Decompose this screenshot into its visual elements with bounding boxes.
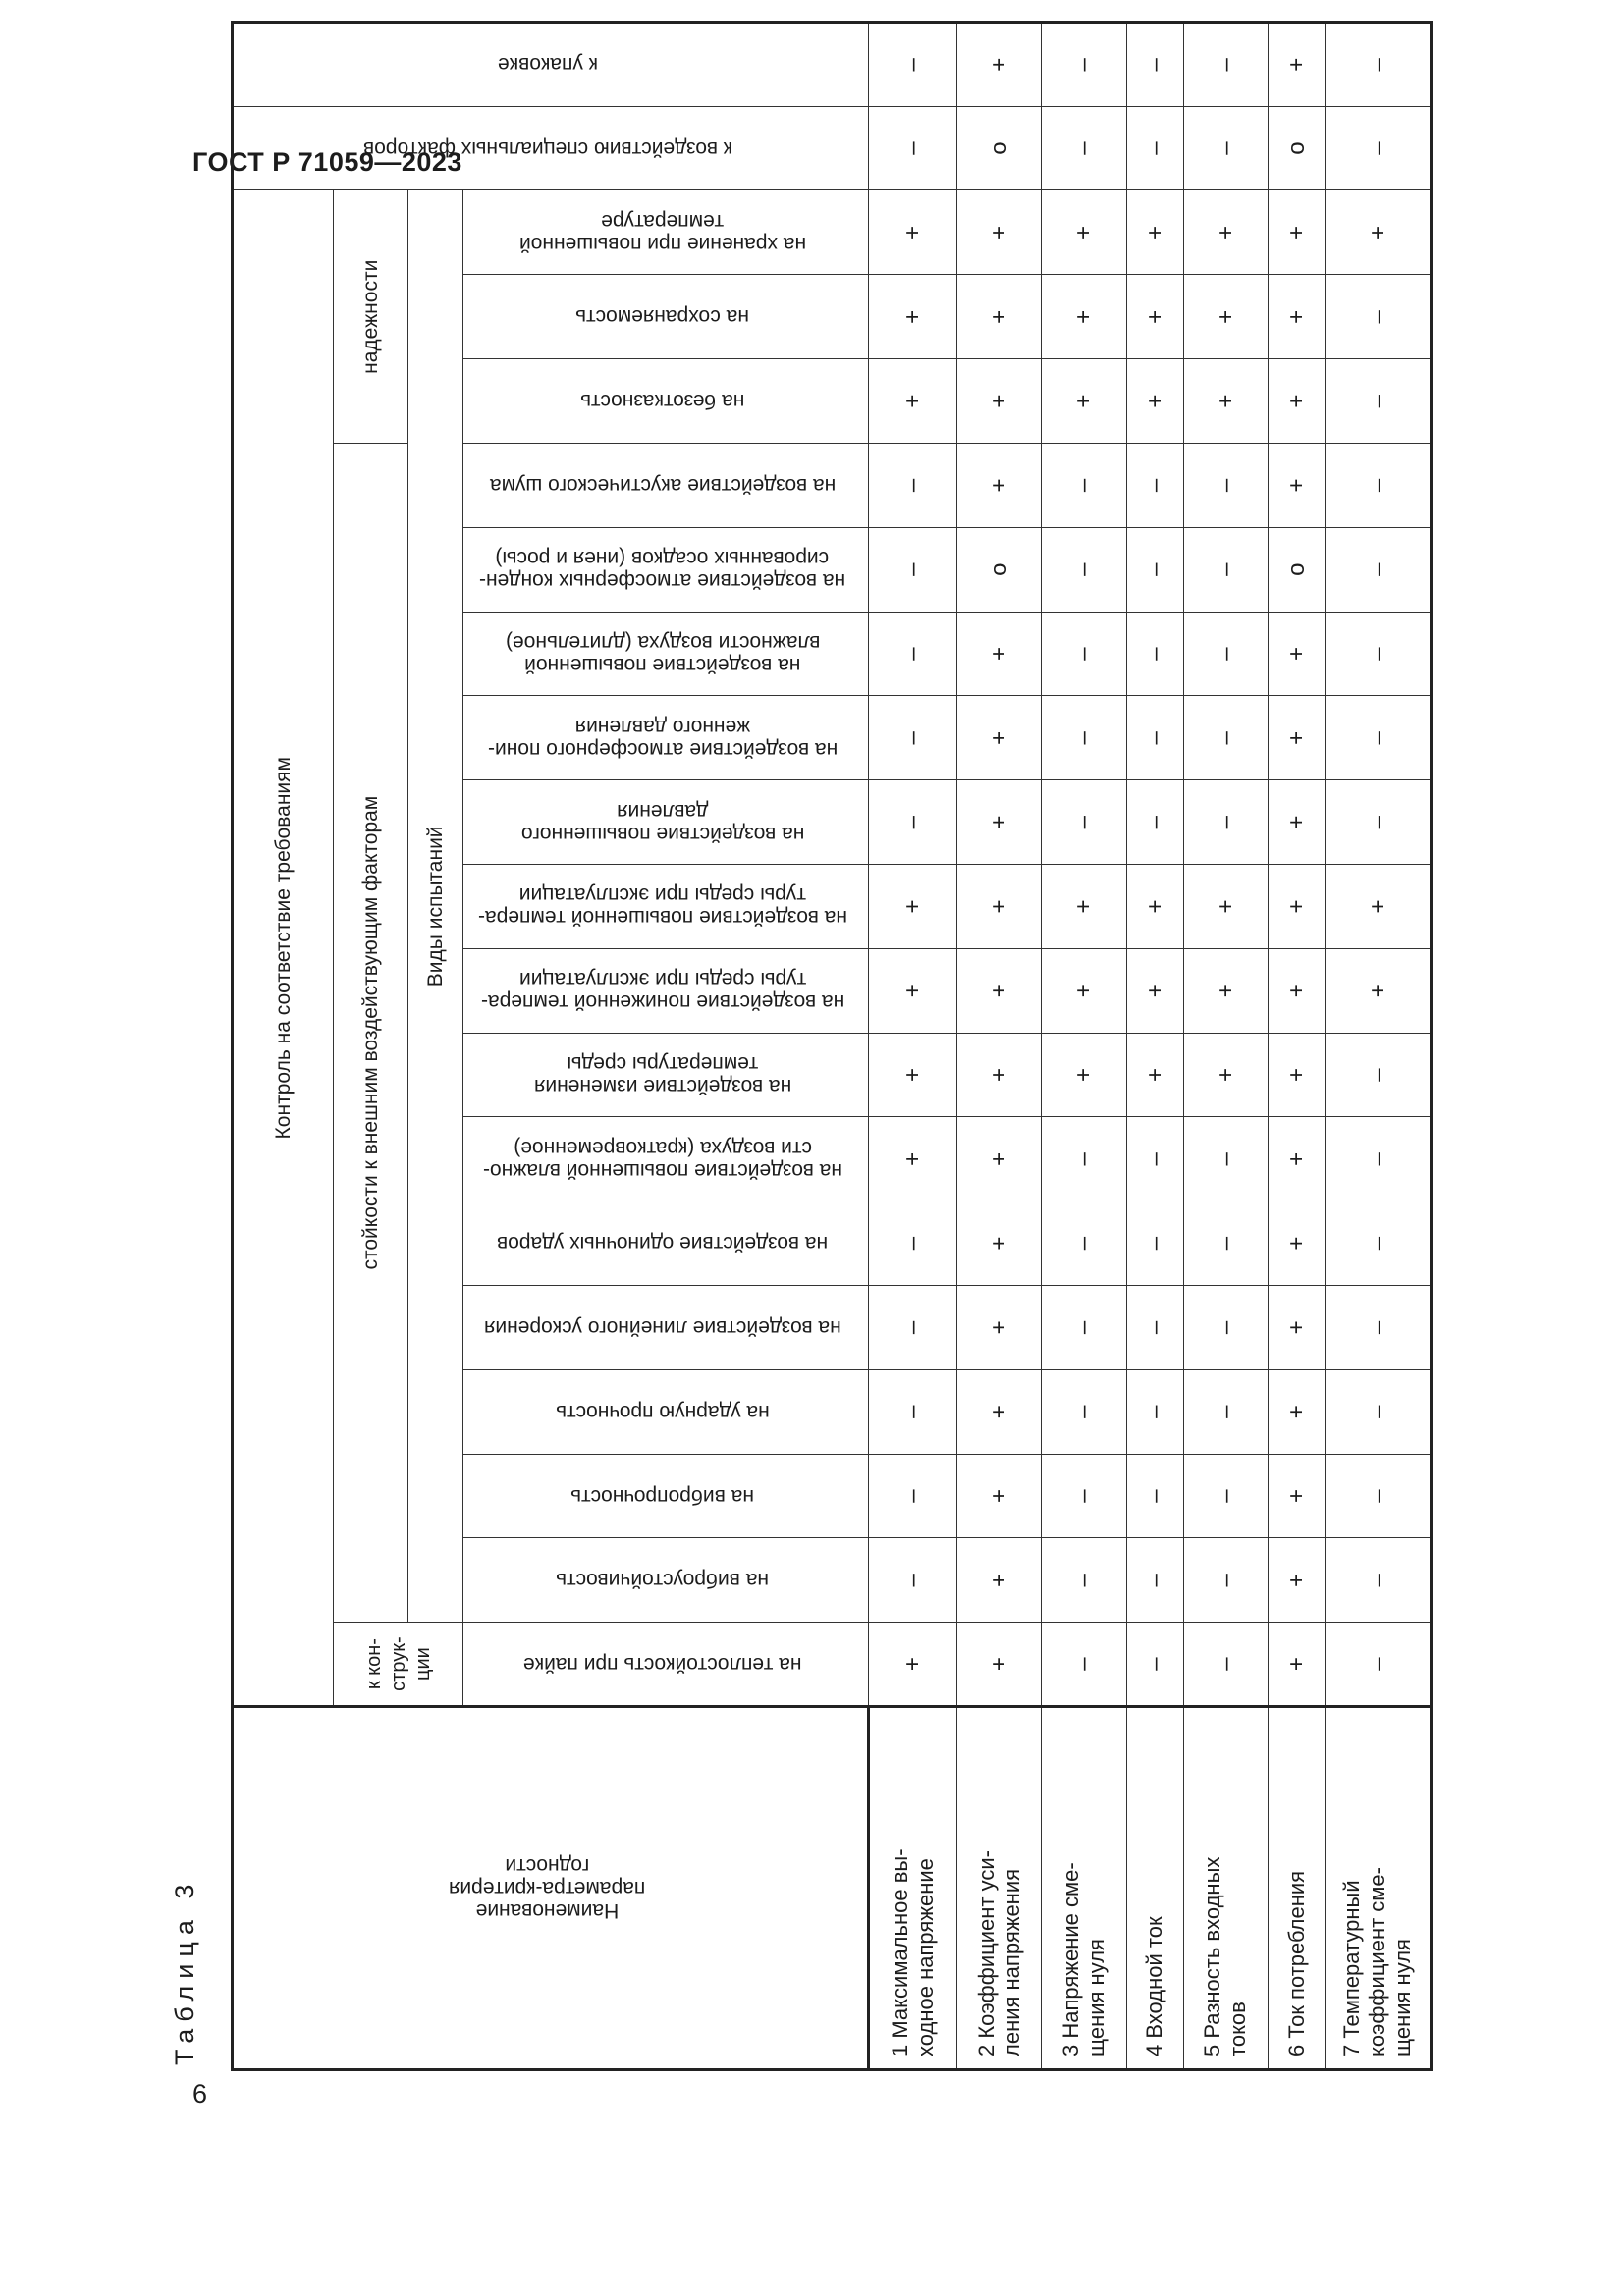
parameter-name (1326, 1707, 1432, 2070)
table-cell: – (1183, 1117, 1268, 1201)
table-cell: + (1268, 275, 1325, 359)
parameter-name (1042, 1707, 1126, 2070)
test-header-text: на вибропрочность (570, 1484, 755, 1508)
table-cell: – (1183, 780, 1268, 865)
test-header-text: на воздействие одиночных ударов (497, 1232, 829, 1255)
table-cell: + (957, 948, 1042, 1033)
table-cell: – (1183, 612, 1268, 696)
parameter-name-text: 7 Температурный коэффициент сме- щения нуля (1339, 1867, 1416, 2056)
table-cell: – (1326, 527, 1432, 612)
table-cell: – (868, 1454, 957, 1538)
test-header-text: на теплостойкость при пайке (523, 1652, 802, 1676)
test-header (462, 1369, 868, 1454)
table-cell: – (1042, 527, 1126, 612)
table-cell: – (1183, 1538, 1268, 1623)
table-cell: + (1183, 275, 1268, 359)
table-cell: + (957, 1538, 1042, 1623)
test-header-text: на сохраняемость (575, 305, 750, 329)
test-header-text: на воздействие атмосферных конден- сированных осадков (инея и росы) (479, 547, 846, 593)
table-cell: + (957, 1369, 1042, 1454)
test-header (462, 865, 868, 949)
table-cell: – (1126, 106, 1183, 190)
table-cell: + (1042, 865, 1126, 949)
test-header-text: на воздействие изменения температуры среды (533, 1052, 791, 1098)
table-cell: + (868, 865, 957, 949)
table-cell: – (868, 1201, 957, 1286)
table-cell: – (1042, 696, 1126, 780)
group-reliability (334, 190, 407, 444)
test-header-text: на воздействие повышенной влажно- сти воздуха (кратковременное) (482, 1136, 842, 1182)
table-cell: + (1183, 190, 1268, 275)
table-cell: + (1268, 948, 1325, 1033)
table-cell: + (1268, 444, 1325, 528)
table-cell: – (1326, 1286, 1432, 1370)
table-cell: – (1183, 106, 1268, 190)
table-cell: – (1126, 1538, 1183, 1623)
table-row (868, 22, 957, 2069)
test-header-text: к воздействию специальных факторов (362, 136, 732, 160)
test-header (462, 275, 868, 359)
table-cell: + (1326, 948, 1432, 1033)
test-header (462, 444, 868, 528)
parameter-name-text: 2 Коэффициент уси- ления напряжения (973, 1850, 1024, 2056)
table-cell: + (957, 359, 1042, 444)
test-header (462, 948, 868, 1033)
test-header-text: на воздействие повышенного давления (520, 799, 804, 845)
table-cell: + (957, 1033, 1042, 1117)
table-cell: – (868, 1538, 957, 1623)
table-cell: + (957, 444, 1042, 528)
test-header (462, 696, 868, 780)
parameter-name-text: 3 Напряжение сме- щения нуля (1057, 1862, 1109, 2056)
test-header (233, 22, 869, 106)
table-cell: + (1126, 1033, 1183, 1117)
table-cell: + (1042, 1033, 1126, 1117)
test-header-text: на воздействие пониженной темпера- туры среды при эксплуатации (480, 968, 844, 1014)
table-cell: + (1326, 190, 1432, 275)
test-header (462, 1117, 868, 1201)
table-row (1268, 22, 1325, 2069)
table-row (1126, 22, 1183, 2069)
test-header-text: к упаковке (497, 53, 598, 77)
corner-header-text: Наименование параметра-критерия годности (449, 1854, 646, 1922)
table-cell: – (868, 780, 957, 865)
table-cell: – (1126, 1286, 1183, 1370)
table-cell: + (1042, 948, 1126, 1033)
table-cell: – (868, 444, 957, 528)
table-cell: – (1126, 1369, 1183, 1454)
page-number: 6 (192, 2079, 208, 2109)
table-cell: – (1126, 22, 1183, 106)
top-header-text: Контроль на соответствие требованиям (272, 757, 296, 1140)
table-cell: + (1042, 190, 1126, 275)
table-cell: – (1042, 1369, 1126, 1454)
table-row (957, 22, 1042, 2069)
group-resistance-text: стойкости к внешним воздействующим факторам (359, 795, 383, 1270)
parameter-name (1268, 1707, 1325, 2070)
group-reliability-text: надежности (359, 259, 383, 374)
table-cell: + (1126, 865, 1183, 949)
table-cell: – (1326, 444, 1432, 528)
table-cell: – (1326, 780, 1432, 865)
table-cell: + (1268, 780, 1325, 865)
table-cell: + (1268, 1369, 1325, 1454)
table-cell: – (1326, 1454, 1432, 1538)
table-cell: + (957, 1623, 1042, 1707)
table-cell: + (1268, 190, 1325, 275)
table-cell: – (1326, 1623, 1432, 1707)
table-cell: + (957, 696, 1042, 780)
table-cell: o (1268, 527, 1325, 612)
table-cell: + (1268, 1454, 1325, 1538)
group-construction (334, 1623, 462, 1707)
table-cell: – (868, 22, 957, 106)
test-header (462, 190, 868, 275)
rotated-table-block (170, 24, 1433, 2071)
table-cell: – (1183, 22, 1268, 106)
table-cell: + (957, 780, 1042, 865)
table-cell: – (1326, 696, 1432, 780)
table-cell: – (1183, 444, 1268, 528)
table-cell: – (1326, 612, 1432, 696)
table-cell: + (868, 359, 957, 444)
table-cell: – (1326, 106, 1432, 190)
table-cell: + (1183, 359, 1268, 444)
table-cell: + (1268, 865, 1325, 949)
table-cell: – (1126, 1454, 1183, 1538)
table-cell: – (868, 1286, 957, 1370)
table-cell: – (1326, 1201, 1432, 1286)
table-cell: – (868, 106, 957, 190)
table-cell: + (957, 275, 1042, 359)
table-cell: + (868, 190, 957, 275)
table-cell: – (1042, 1538, 1126, 1623)
test-header-text: на воздействие повышенной темпера- туры среды при эксплуатации (477, 883, 847, 930)
table-cell: – (1326, 275, 1432, 359)
test-header (462, 527, 868, 612)
test-header (462, 359, 868, 444)
table-cell: – (1326, 1033, 1432, 1117)
table-cell: – (1126, 612, 1183, 696)
table-cell: – (1042, 444, 1126, 528)
test-header-text: на воздействие линейного ускорения (483, 1315, 841, 1339)
table-cell: + (868, 948, 957, 1033)
table-cell: – (1042, 22, 1126, 106)
table-cell: + (957, 22, 1042, 106)
table-cell: – (1042, 1454, 1126, 1538)
test-header (462, 780, 868, 865)
table-cell: – (1126, 1623, 1183, 1707)
table-cell: + (1268, 1033, 1325, 1117)
table-cell: + (1183, 948, 1268, 1033)
group-test-kinds (407, 190, 462, 1623)
table-cell: + (957, 1117, 1042, 1201)
test-header (462, 1454, 868, 1538)
corner-header (233, 1707, 869, 2070)
parameter-name (868, 1707, 957, 2070)
table-row (1326, 22, 1432, 2069)
parameter-name-text: 1 Максимальное вы- ходное напряжение (887, 1848, 938, 2056)
test-header-text: на виброустойчивость (556, 1569, 770, 1592)
table-cell: – (1042, 780, 1126, 865)
table-cell: + (957, 190, 1042, 275)
table-cell: – (1183, 1369, 1268, 1454)
table-cell: + (1268, 1538, 1325, 1623)
table-cell: – (1326, 1538, 1432, 1623)
parameter-name-text: 4 Входной ток (1142, 1916, 1167, 2056)
table-cell: + (957, 1201, 1042, 1286)
table-cell: – (1183, 1454, 1268, 1538)
table-cell: + (1268, 1286, 1325, 1370)
table-cell: + (1268, 696, 1325, 780)
table-cell: – (1326, 359, 1432, 444)
table-cell: + (1042, 359, 1126, 444)
table-row (1042, 22, 1126, 2069)
table-cell: – (1326, 22, 1432, 106)
table-cell: – (868, 527, 957, 612)
test-header (462, 1286, 868, 1370)
table-cell: o (1268, 106, 1325, 190)
table-cell: + (1126, 359, 1183, 444)
table-cell: + (868, 1033, 957, 1117)
test-header (233, 106, 869, 190)
test-header-text: на воздействие атмосферного пони- женного давления (487, 715, 838, 761)
test-header (462, 1033, 868, 1117)
top-header (233, 190, 334, 1707)
table-cell: – (1326, 1117, 1432, 1201)
table-cell: – (1126, 1117, 1183, 1201)
table-cell: + (1268, 22, 1325, 106)
document-title: ГОСТ Р 71059—2023 (192, 147, 462, 177)
table-cell: – (1183, 1201, 1268, 1286)
table-cell: – (1042, 1201, 1126, 1286)
table-cell: – (1126, 780, 1183, 865)
table-cell: + (1268, 359, 1325, 444)
table-cell: o (957, 527, 1042, 612)
table-cell: + (868, 1117, 957, 1201)
table-cell: – (1042, 1623, 1126, 1707)
table-cell: – (1126, 444, 1183, 528)
group-resistance (334, 444, 407, 1623)
table-row (1183, 22, 1268, 2069)
table-cell: – (1042, 106, 1126, 190)
requirements-table (231, 21, 1433, 2071)
table-cell: + (1268, 612, 1325, 696)
table-cell: + (868, 1623, 957, 1707)
table-cell: – (1183, 1286, 1268, 1370)
group-test-kinds-text: Виды испытаний (423, 826, 447, 988)
table-cell: + (957, 612, 1042, 696)
table-cell: + (868, 275, 957, 359)
table-cell: – (1126, 527, 1183, 612)
table-cell: + (1326, 865, 1432, 949)
table-cell: – (1126, 1201, 1183, 1286)
table-cell: + (1126, 275, 1183, 359)
table-cell: – (1183, 1623, 1268, 1707)
table-cell: + (1126, 190, 1183, 275)
parameter-name (1126, 1707, 1183, 2070)
table-cell: + (1126, 948, 1183, 1033)
parameter-name (1183, 1707, 1268, 2070)
table-cell: – (1042, 1117, 1126, 1201)
group-construction-text: к кон- струк- ции (363, 1636, 435, 1691)
table-cell: – (1126, 696, 1183, 780)
table-cell: + (957, 865, 1042, 949)
test-header (462, 1623, 868, 1707)
table-cell: + (1268, 1201, 1325, 1286)
table-cell: – (1042, 612, 1126, 696)
parameter-name (957, 1707, 1042, 2070)
table-cell: + (1183, 1033, 1268, 1117)
test-header-text: на безотказность (580, 390, 745, 413)
test-header (462, 612, 868, 696)
header-row (233, 22, 334, 2069)
parameter-name-text: 6 Ток потребления (1283, 1870, 1309, 2056)
test-header (462, 1201, 868, 1286)
table-cell: + (1268, 1117, 1325, 1201)
table-cell: + (957, 1454, 1042, 1538)
table-cell: o (957, 106, 1042, 190)
table-cell: – (1326, 1369, 1432, 1454)
table-cell: + (1268, 1623, 1325, 1707)
table-caption: Таблица 3 (170, 1877, 199, 2065)
parameter-name-text: 5 Разность входных токов (1200, 1856, 1251, 2056)
table-cell: – (1042, 1286, 1126, 1370)
table-cell: – (868, 696, 957, 780)
table-cell: – (1183, 696, 1268, 780)
test-header-text: на ударную прочность (555, 1400, 770, 1423)
table-cell: + (957, 1286, 1042, 1370)
table-cell: + (1183, 865, 1268, 949)
table-cell: – (868, 612, 957, 696)
test-header (462, 1538, 868, 1623)
test-header-text: на воздействие акустического шума (489, 473, 836, 497)
test-header-text: на хранение при повышенной температуре (518, 209, 806, 255)
table-cell: – (1183, 527, 1268, 612)
table-cell: + (1042, 275, 1126, 359)
test-header-text: на воздействие повышенной влажности воздуха (длительное) (505, 631, 820, 677)
table-cell: – (868, 1369, 957, 1454)
